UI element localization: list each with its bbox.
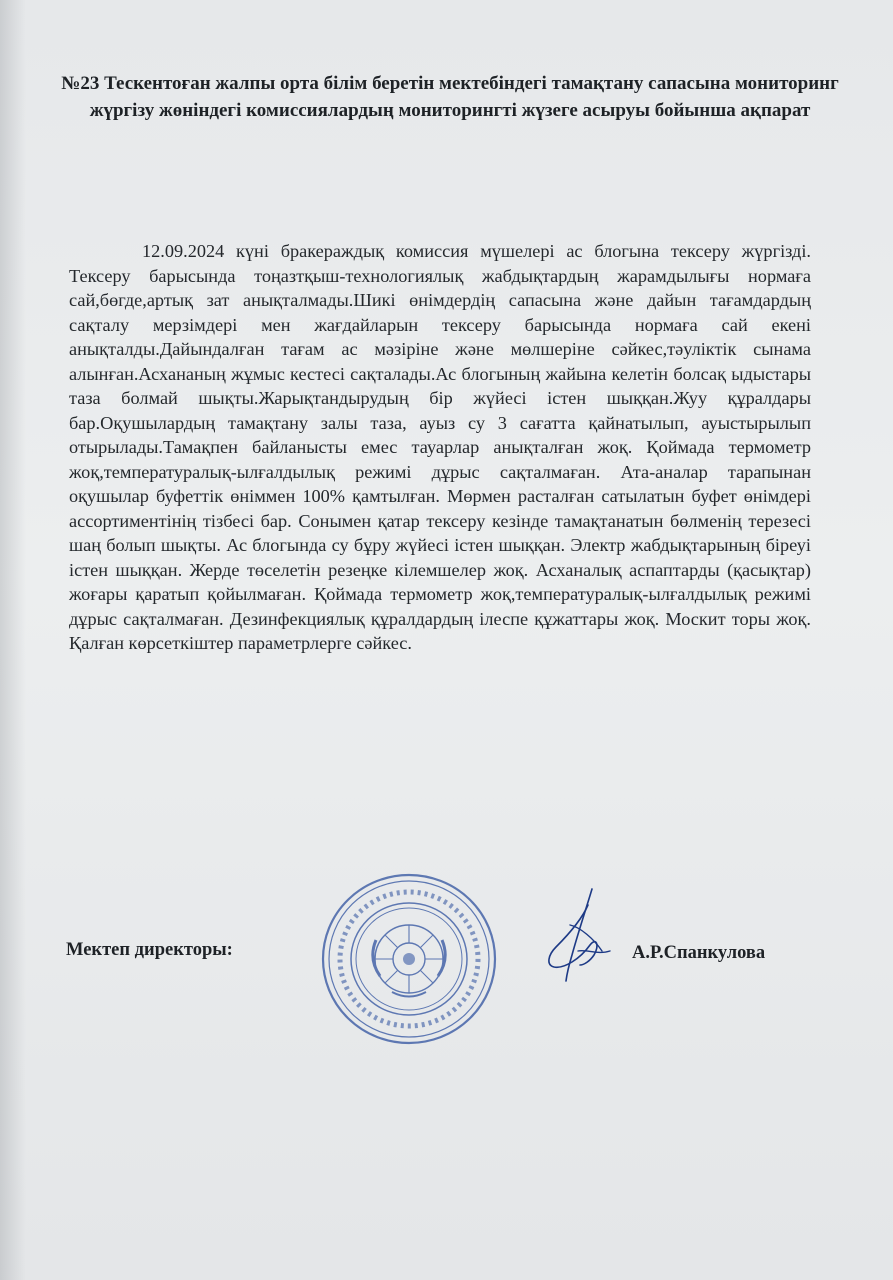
- handwritten-signature: [540, 885, 620, 985]
- page-shadow: [0, 0, 26, 1280]
- document-body: 12.09.2024 күні бракераждық комиссия мүшелері ас блогына тексеру жүргізді. Тексеру барысында тоңазтқыш-технологиялық жабдықтардың жарамдылығы нормаға сай,бөгде,артық зат анықталмады.Шикі өнімдердің сапасына және дайын тағамдардың сақталу мерзімдері мен жағдайларын тексеру барысында нормаға сай екені анықталды.Дайындалған тағам ас мәзіріне және мөлшеріне сәйкес,тәуліктік сынама алынған.Асхананың жұмыс кестесі сақталады.Ас блогының жайына келетін болсақ ыдыстары таза болмай шықты.Жарықтандырудың бір жүйесі істен шыққан.Жуу құралдары бар.Оқушылардың тамақтану залы таза, ауыз су 3 сағатта қайнатылып, ауыстырылып отырылады.Тамақпен байланысты емес тауарлар анықталған жоқ. Қоймада термометр жоқ,температуралық-ылғалдылық режимі дұрыс сақталмаған. Ата-аналар тарапынан оқушылар буфеттік өніммен 100% қамтылған. Мөрмен расталған сатылатын буфет өнімдері ассортиментінің тізбесі бар. Сонымен қатар тексеру кезінде тамақтанатын бөлменің терезесі шаң болып шықты. Ас блогында су бұру жүйесі істен шыққан. Электр жабдықтарының біреуі істен шыққан. Жерде төселетін резеңке кілемшелер жоқ. Асханалық аспаптарды (қасықтар) жоғары қаратып қойылмаған. Қоймада термометр жоқ,температуралық-ылғалдылық режимі дұрыс сақталмаған. Дезинфекциялық құралдардың ілеспе құжаттары жоқ. Москит торы жоқ. Қалған көрсеткіштер параметрлерге сәйкес.: [69, 241, 811, 653]
- document-title: №23 Тескентоған жалпы орта білім беретін мектебіндегі тамақтану сапасына мониторинг жүргізу жөніндегі комиссиялардың мониторингті жүзеге асыруы бойынша ақпарат: [61, 73, 839, 121]
- signer-name: А.Р.Спанкулова: [632, 943, 766, 963]
- signature-role-label: Мектеп директоры:: [66, 940, 233, 960]
- official-seal: [320, 872, 498, 1046]
